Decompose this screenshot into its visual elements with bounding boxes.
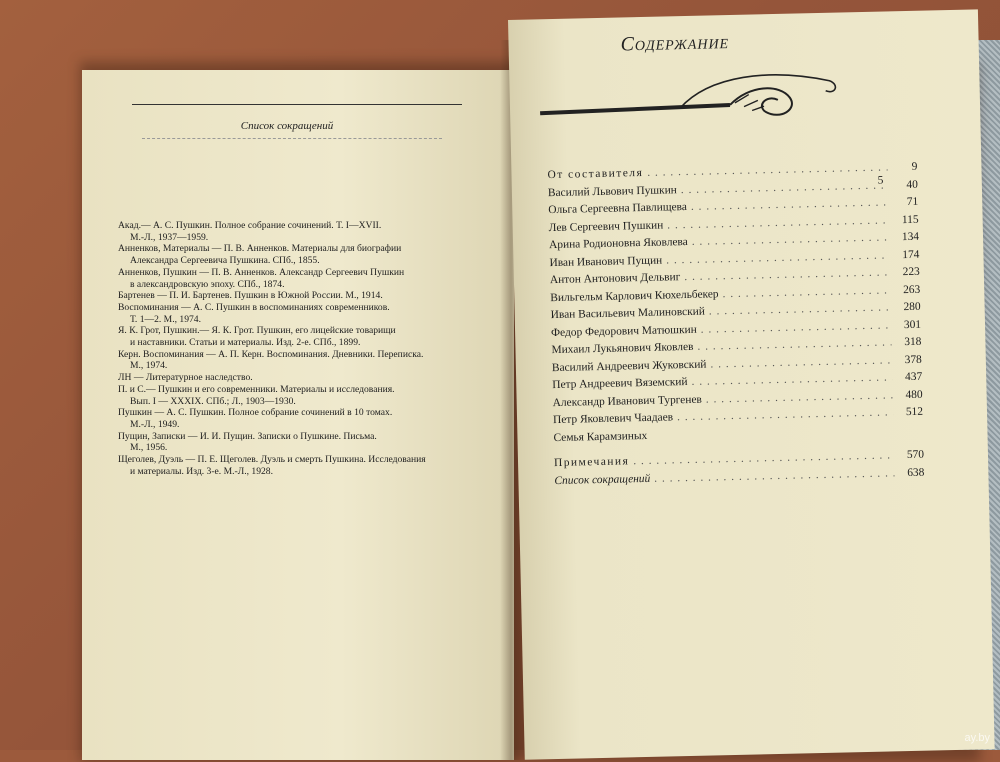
dot-leader: [722, 284, 890, 300]
entry-line: Анненков, Пушкин — П. В. Анненков. Александр Сергеевич Пушкин: [118, 266, 405, 278]
watermark: ay.by: [964, 732, 990, 744]
entry-continuation: М., 1974.: [130, 360, 168, 372]
abbreviation-entry: [118, 454, 463, 477]
entry-continuation: М., 1956.: [130, 442, 168, 454]
toc-page-number: [897, 432, 923, 433]
entry-continuation: М.-Л., 1937—1959.: [130, 231, 209, 243]
abbreviation-entry: [118, 407, 463, 430]
toc-page-number: 223: [902, 265, 920, 279]
abbreviation-entry: [118, 220, 463, 243]
toc-entry-title: Иван Иванович Пущин: [549, 254, 663, 269]
toc-page-number: 280: [903, 300, 921, 314]
toc-page-number: 40: [906, 178, 918, 191]
abbreviation-entry: [118, 243, 463, 266]
dashed-rule: [142, 138, 442, 139]
toc-page-number: 301: [903, 318, 922, 331]
entry-line: Воспоминания — А. С. Пушкин в воспоминаниях современников.: [118, 301, 390, 313]
entry-continuation: Александра Сергеевича Пушкина. СПб., 1855.: [130, 255, 320, 267]
toc-entry-title: Примечания: [553, 455, 630, 470]
toc-entry-title: Антон Антонович Дельвиг: [549, 271, 681, 287]
entry-line: Анненков, Материалы — П. В. Анненков. Материалы для биографии: [118, 243, 402, 255]
toc-entry-title: Вильгельм Карлович Кюхельбекер: [550, 287, 719, 304]
toc-entry-title: Василий Андреевич Жуковский: [551, 358, 707, 374]
toc-entry-title: Арина Родионовна Яковлева: [548, 235, 688, 252]
toc-page-number: 378: [904, 353, 922, 366]
abbreviation-entry: [118, 349, 463, 372]
toc-entry-title: Ольга Сергеевна Павлищева: [548, 200, 688, 217]
entry-line: П. и С.— Пушкин и его современники. Материалы и исследования.: [118, 383, 395, 395]
toc-page-number: 570: [906, 448, 925, 462]
abbreviation-entry: [118, 302, 463, 325]
toc-page-number: 174: [902, 248, 920, 261]
entry-continuation: Вып. I — XXXIX. СПб.; Л., 1903—1930.: [130, 395, 296, 407]
abbreviation-entry: [118, 267, 463, 290]
entry-line: Пущин, Записки — И. И. Пущин. Записки о Пушкине. Письма.: [118, 430, 377, 442]
abbreviation-entry: [118, 384, 463, 407]
left-page: [82, 70, 514, 760]
header-rule: [132, 104, 462, 105]
right-page: [508, 9, 995, 759]
toc-page-number: 437: [904, 370, 923, 384]
abbreviation-entry: [118, 372, 463, 384]
entry-line: Пушкин — А. С. Пушкин. Полное собрание сочинений в 10 томах.: [118, 407, 393, 419]
toc-page-number: 263: [902, 283, 921, 296]
toc-page-number: 134: [901, 230, 920, 244]
toc-page-number: 318: [904, 335, 922, 349]
toc-page-number: 9: [911, 160, 918, 173]
toc-page-number: 115: [901, 213, 919, 226]
abbreviation-entry: [118, 431, 463, 454]
abbreviation-entry: [118, 290, 463, 302]
running-head: Список сокращений: [240, 120, 334, 132]
toc-entry-title: Петр Яковлевич Чаадаев: [552, 411, 674, 427]
toc-entry-title: Петр Андреевич Вяземский: [552, 376, 688, 392]
entry-continuation: М.-Л., 1949.: [130, 418, 180, 430]
entry-line: Бартенев — П. И. Бартенев. Пушкин в Южной России. М., 1914.: [118, 290, 383, 302]
toc-heading: Содержание: [620, 30, 730, 56]
toc-entry-title: Василий Львович Пушкин: [547, 183, 677, 199]
toc-entry-title: Семья Карамзиных: [553, 429, 648, 444]
entry-continuation: и материалы. Изд. 3-е. М.-Л., 1928.: [130, 465, 273, 477]
dot-leader: [647, 161, 887, 178]
entry-line: Керн. Воспоминания — А. П. Керн. Воспоминания. Дневники. Переписка.: [118, 348, 424, 360]
entry-line: Акад.— А. С. Пушкин. Полное собрание сочинений. Т. I—XVII.: [118, 220, 382, 231]
toc-entry-title: Александр Иванович Тургенев: [552, 393, 702, 409]
abbreviation-entry: [118, 325, 463, 348]
toc-page-number: 480: [905, 388, 923, 401]
ornament-flourish: [529, 62, 850, 129]
entry-line: ЛН — Литературное наследство.: [118, 372, 253, 384]
toc-entry-title: Иван Васильевич Малиновский: [550, 305, 706, 322]
toc-page-number: 638: [907, 466, 925, 479]
entry-continuation: и наставники. Статьи и материалы. Изд. 2-е. СПб., 1899.: [130, 337, 361, 349]
toc-page-number: 71: [906, 195, 919, 208]
entry-line: Щеголев, Дуэль — П. Е. Щеголев. Дуэль и смерть Пушкина. Исследования: [118, 454, 426, 466]
toc-entry-title: Федор Федорович Матюшкин: [550, 323, 697, 339]
toc-first-number: 5: [877, 174, 884, 187]
toc-entry-title: Михаил Лукьянович Яковлев: [551, 340, 694, 357]
entry-line: Я. К. Грот, Пушкин.— Я. К. Грот. Пушкин, его лицейские товарищи: [118, 325, 396, 337]
entry-continuation: Т. 1—2. М., 1974.: [130, 313, 201, 325]
toc-entry-title: Список сокращений: [554, 472, 651, 487]
entry-continuation: в александровскую эпоху. СПб., 1874.: [130, 278, 285, 290]
toc-entry-title: От составителя: [547, 166, 644, 182]
toc-entry-title: Лев Сергеевич Пушкин: [548, 219, 664, 234]
toc-list: [547, 161, 924, 492]
abbreviation-list: [118, 220, 463, 477]
toc-page-number: 512: [905, 405, 924, 419]
